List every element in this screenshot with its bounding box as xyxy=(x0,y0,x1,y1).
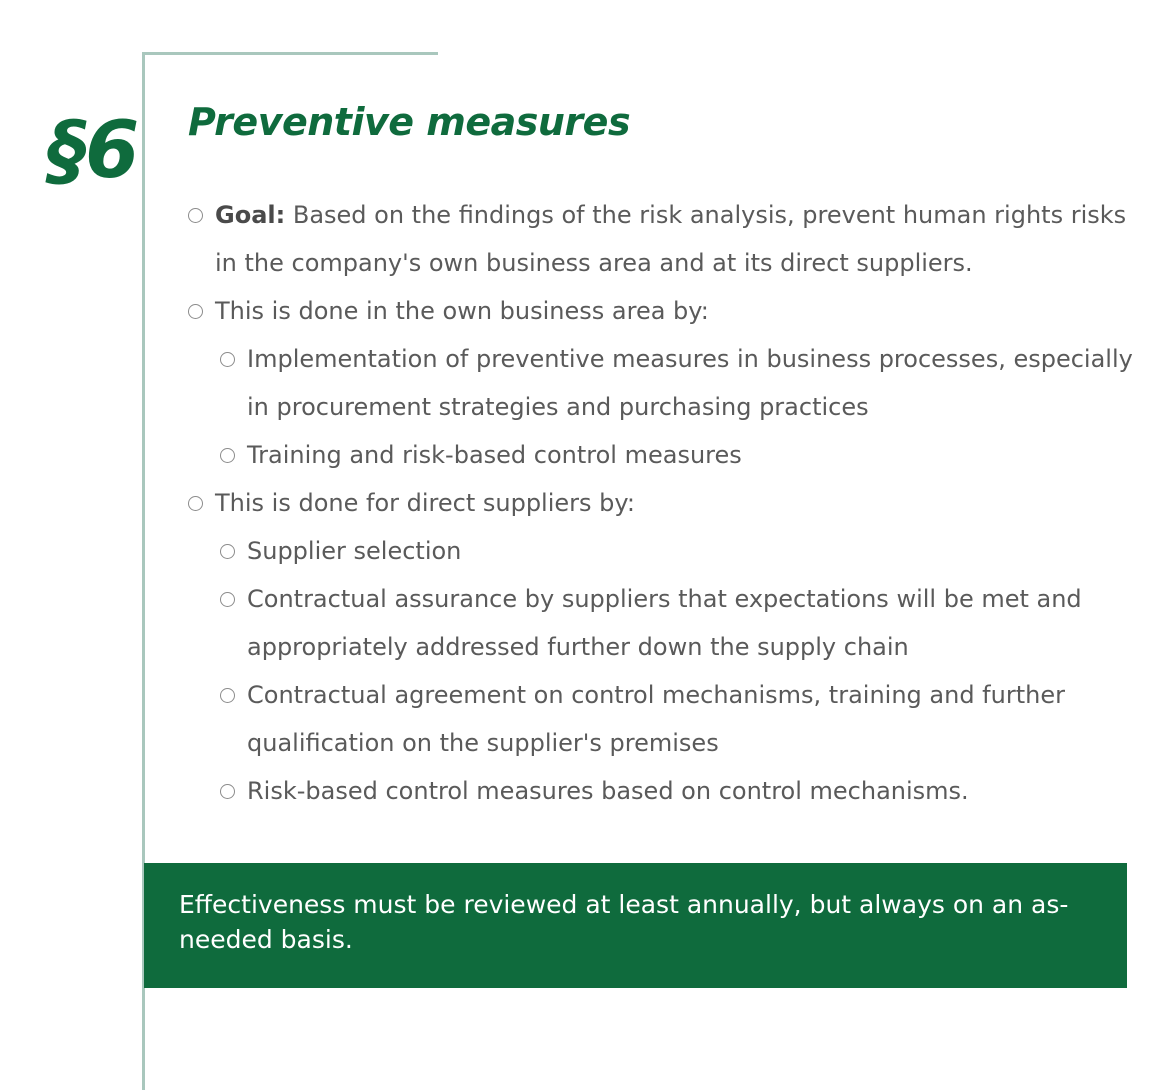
list-item-contractual-assurance xyxy=(218,575,1136,671)
circle-bullet-icon xyxy=(220,544,235,559)
circle-bullet-icon xyxy=(220,688,235,703)
list-item-text: Contractual assurance by suppliers that expectations will be met and appropriately addressed further down the supply chain xyxy=(247,585,1082,661)
circle-bullet-icon xyxy=(220,448,235,463)
list-item-risk-based-control xyxy=(218,767,1136,815)
list-item-direct-suppliers xyxy=(186,479,1136,527)
list-item-preventive-implementation xyxy=(218,335,1136,431)
list-item-goal xyxy=(186,191,1136,287)
goal-text: Based on the findings of the risk analysis, prevent human rights risks in the company's own business area and at its direct suppliers. xyxy=(215,201,1127,277)
callout-text: Effectiveness must be reviewed at least annually, but always on an as-needed basis. xyxy=(179,890,1069,954)
list-item-supplier-selection xyxy=(218,527,1136,575)
circle-bullet-icon xyxy=(188,304,203,319)
circle-bullet-icon xyxy=(220,352,235,367)
frame-top-rule xyxy=(142,52,438,55)
list-item-own-business-area xyxy=(186,287,1136,335)
list-item-text: This is done in the own business area by: xyxy=(215,297,709,325)
list-item-text: Supplier selection xyxy=(247,537,462,565)
circle-bullet-icon xyxy=(220,784,235,799)
list-item-text: This is done for direct suppliers by: xyxy=(215,489,635,517)
measures-list xyxy=(186,191,1136,815)
circle-bullet-icon xyxy=(188,208,203,223)
list-item-text: Implementation of preventive measures in business processes, especially in procurement strategies and purchasing practices xyxy=(247,345,1133,421)
section-number: §6 xyxy=(48,106,138,196)
list-item-training-control xyxy=(218,431,1136,479)
circle-bullet-icon xyxy=(220,592,235,607)
list-item-text: Risk-based control measures based on control mechanisms. xyxy=(247,777,969,805)
page-title: Preventive measures xyxy=(188,100,631,144)
list-item-text: Contractual agreement on control mechanisms, training and further qualification on the supplier's premises xyxy=(247,681,1065,757)
list-item-text: Training and risk-based control measures xyxy=(247,441,742,469)
circle-bullet-icon xyxy=(188,496,203,511)
goal-label: Goal: xyxy=(215,201,286,229)
list-item-contractual-agreement xyxy=(218,671,1136,767)
effectiveness-callout xyxy=(144,863,1127,988)
